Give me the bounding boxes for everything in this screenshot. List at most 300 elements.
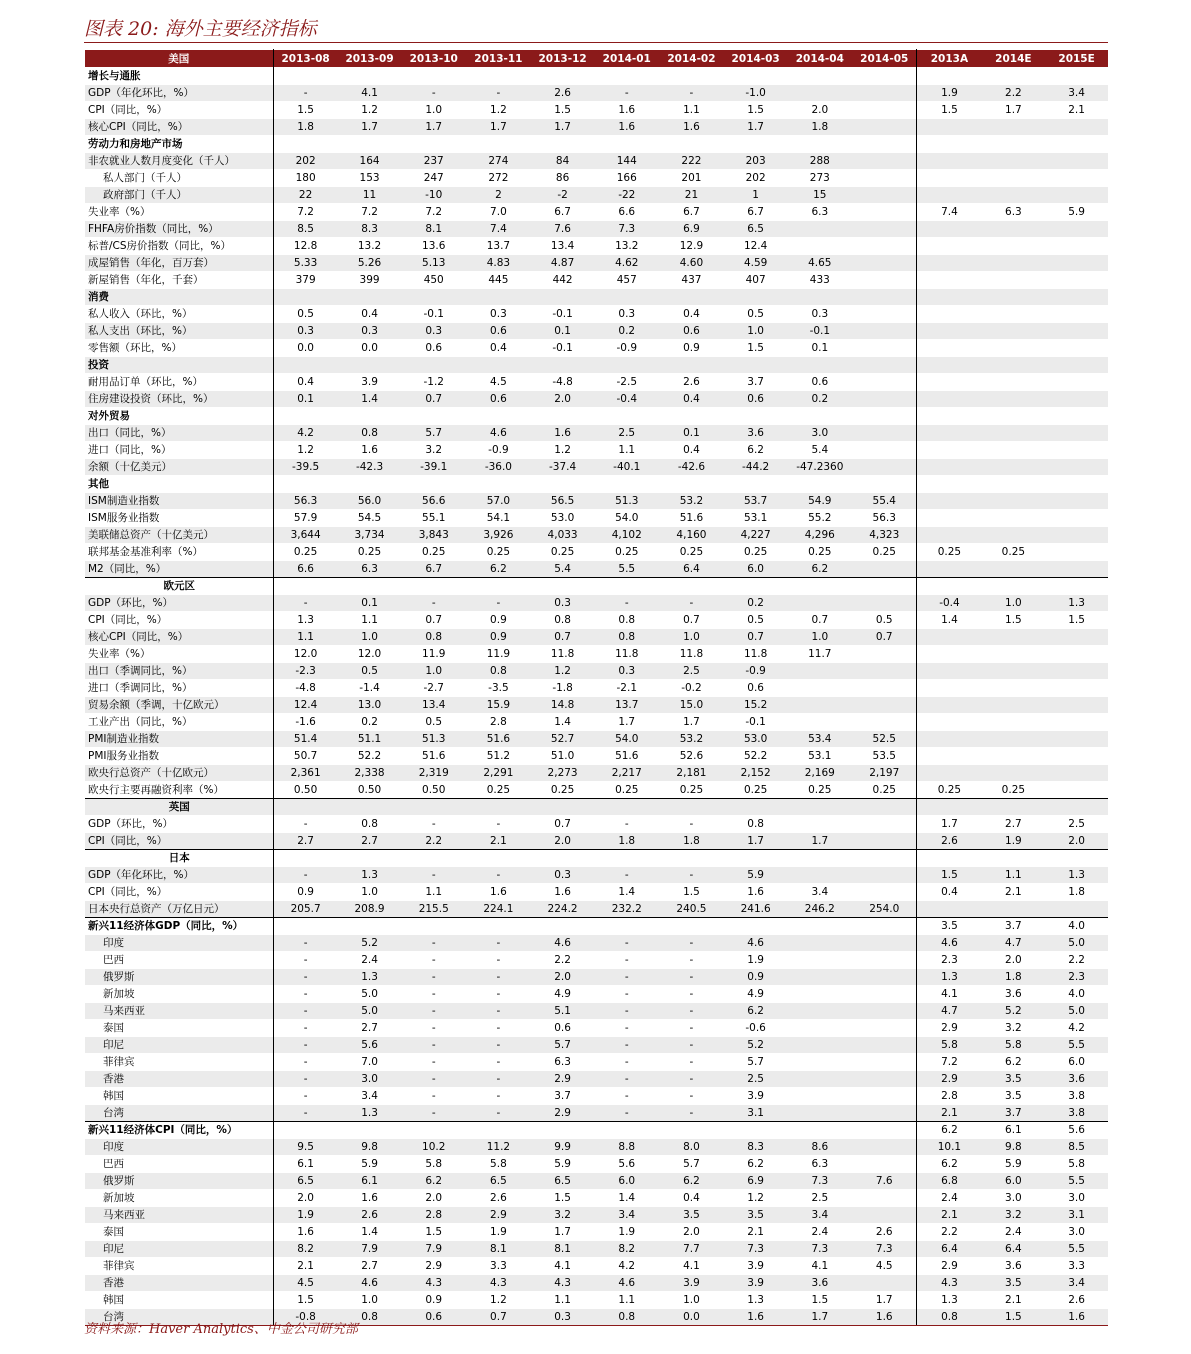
table-cell: 5.7 — [659, 1156, 724, 1173]
table-cell: 1.7 — [724, 119, 788, 136]
table-cell: -39.1 — [401, 459, 466, 476]
table-cell: 4.5 — [273, 1275, 338, 1292]
table-cell: 1.7 — [659, 714, 724, 731]
table-cell: - — [594, 1020, 659, 1037]
table-cell: 4.2 — [594, 1258, 659, 1275]
table-cell — [401, 408, 466, 425]
table-cell: 1.1 — [594, 442, 659, 459]
table-cell: 0.5 — [852, 612, 917, 629]
table-cell: 12.4 — [273, 697, 338, 714]
table-cell — [787, 969, 852, 986]
table-cell: 5.2 — [338, 935, 402, 952]
table-cell: 6.0 — [724, 561, 788, 578]
table-cell — [852, 1088, 917, 1105]
table-cell — [1045, 697, 1108, 714]
table-cell — [852, 697, 917, 714]
table-cell: 5.5 — [1045, 1173, 1108, 1190]
table-cell — [852, 357, 917, 374]
row-label: 余额（十亿美元） — [85, 459, 273, 476]
table-cell: 11.2 — [466, 1139, 531, 1156]
table-cell — [852, 578, 917, 595]
table-cell: 1.8 — [659, 833, 724, 850]
table-row — [85, 1139, 1108, 1156]
table-cell — [466, 850, 531, 867]
row-label: M2（同比，%） — [85, 561, 273, 578]
table-cell — [1045, 408, 1108, 425]
table-cell — [1045, 510, 1108, 527]
table-cell: -39.5 — [273, 459, 338, 476]
table-row — [85, 425, 1108, 442]
table-cell — [917, 289, 982, 306]
row-label: GDP（年化环比，%） — [85, 85, 273, 102]
table-cell: 2,169 — [787, 765, 852, 782]
table-cell: 2,181 — [659, 765, 724, 782]
table-cell: -0.4 — [917, 595, 982, 612]
economic-indicators-table — [85, 49, 1108, 1326]
table-cell: 13.2 — [338, 238, 402, 255]
table-cell: - — [466, 595, 531, 612]
table-cell: 0.8 — [338, 816, 402, 833]
table-cell: 6.2 — [466, 561, 531, 578]
table-cell: 5.9 — [724, 867, 788, 884]
header-period: 2013-12 — [531, 50, 595, 68]
table-cell: 0.25 — [852, 782, 917, 799]
table-cell: 6.3 — [787, 1156, 852, 1173]
table-cell: 3.2 — [982, 1207, 1046, 1224]
table-cell — [982, 136, 1046, 153]
row-label: 其他 — [85, 476, 273, 493]
table-cell: 1.6 — [724, 884, 788, 901]
table-cell: 0.3 — [273, 323, 338, 340]
table-cell: 9.5 — [273, 1139, 338, 1156]
table-cell: 0.25 — [787, 782, 852, 799]
table-cell — [1045, 68, 1108, 85]
table-cell — [917, 476, 982, 493]
table-cell — [917, 187, 982, 204]
table-cell: 4.62 — [594, 255, 659, 272]
table-cell: - — [594, 816, 659, 833]
table-cell — [917, 272, 982, 289]
table-cell: - — [401, 595, 466, 612]
table-cell: 2.9 — [917, 1071, 982, 1088]
table-cell — [724, 68, 788, 85]
table-cell: 8.6 — [787, 1139, 852, 1156]
table-cell: - — [401, 935, 466, 952]
table-cell — [787, 68, 852, 85]
row-label: CPI（同比，%） — [85, 833, 273, 850]
table-cell: 2.0 — [273, 1190, 338, 1207]
table-row — [85, 935, 1108, 952]
table-cell: 2.1 — [273, 1258, 338, 1275]
row-label: GDP（年化环比，%） — [85, 867, 273, 884]
table-cell — [852, 221, 917, 238]
table-cell: 55.1 — [401, 510, 466, 527]
table-cell: 6.0 — [982, 1173, 1046, 1190]
table-cell: 15.2 — [724, 697, 788, 714]
table-cell: 5.0 — [338, 1003, 402, 1020]
table-cell: 5.8 — [466, 1156, 531, 1173]
table-cell: - — [466, 867, 531, 884]
row-label: 台湾 — [85, 1309, 273, 1326]
table-cell: 11.9 — [401, 646, 466, 663]
table-cell: -0.9 — [724, 663, 788, 680]
table-cell: 3.5 — [917, 918, 982, 935]
table-cell — [787, 289, 852, 306]
table-cell: 53.0 — [724, 731, 788, 748]
table-cell: 4.2 — [1045, 1020, 1108, 1037]
table-cell: 1.8 — [1045, 884, 1108, 901]
table-cell: - — [594, 1071, 659, 1088]
table-cell: 3.7 — [982, 1105, 1046, 1122]
table-cell: 6.3 — [338, 561, 402, 578]
table-row — [85, 1173, 1108, 1190]
table-cell: 1.7 — [787, 833, 852, 850]
header-period: 2013-10 — [401, 50, 466, 68]
table-cell — [531, 476, 595, 493]
table-cell — [1045, 578, 1108, 595]
table-cell: 2.1 — [1045, 102, 1108, 119]
table-cell — [852, 714, 917, 731]
table-cell: - — [659, 1037, 724, 1054]
table-cell: 3.7 — [724, 374, 788, 391]
header-period: 2014-03 — [724, 50, 788, 68]
table-cell: - — [594, 952, 659, 969]
table-cell: 11.9 — [466, 646, 531, 663]
row-label: PMI制造业指数 — [85, 731, 273, 748]
table-cell — [852, 1020, 917, 1037]
table-cell: 0.7 — [787, 612, 852, 629]
table-cell — [852, 204, 917, 221]
table-cell: - — [401, 952, 466, 969]
table-cell: 3.3 — [1045, 1258, 1108, 1275]
table-cell — [401, 289, 466, 306]
table-cell: 2.8 — [917, 1088, 982, 1105]
table-cell — [787, 408, 852, 425]
table-cell — [917, 119, 982, 136]
table-cell — [594, 136, 659, 153]
table-cell — [1045, 153, 1108, 170]
table-cell — [917, 629, 982, 646]
table-cell: 4.0 — [1045, 918, 1108, 935]
table-cell: - — [401, 1054, 466, 1071]
table-cell: 3,926 — [466, 527, 531, 544]
table-cell: 13.4 — [531, 238, 595, 255]
table-cell: 6.5 — [273, 1173, 338, 1190]
table-cell: 0.25 — [917, 782, 982, 799]
table-cell: 1.5 — [1045, 612, 1108, 629]
table-cell: 4.5 — [852, 1258, 917, 1275]
table-cell — [982, 799, 1046, 816]
table-cell: - — [594, 935, 659, 952]
table-cell: 0.4 — [338, 306, 402, 323]
table-cell: 208.9 — [338, 901, 402, 918]
table-cell: - — [466, 85, 531, 102]
table-cell — [917, 748, 982, 765]
table-row — [85, 187, 1108, 204]
row-label: 政府部门（千人） — [85, 187, 273, 204]
table-cell: 450 — [401, 272, 466, 289]
table-cell — [917, 578, 982, 595]
table-cell: - — [466, 816, 531, 833]
table-cell: - — [273, 986, 338, 1003]
table-cell — [1045, 646, 1108, 663]
row-label: 欧央行主要再融资利率（%） — [85, 782, 273, 799]
table-cell: -1.2 — [401, 374, 466, 391]
table-row — [85, 1241, 1108, 1258]
table-cell: 6.6 — [594, 204, 659, 221]
row-label: 新兴11经济体CPI（同比，%） — [85, 1122, 273, 1139]
table-cell: 54.9 — [787, 493, 852, 510]
table-cell: 0.8 — [338, 425, 402, 442]
row-label: 进口（同比，%） — [85, 442, 273, 459]
table-cell: 164 — [338, 153, 402, 170]
table-cell: -44.2 — [724, 459, 788, 476]
table-cell: 0.25 — [531, 782, 595, 799]
table-cell — [917, 527, 982, 544]
row-label: 印尼 — [85, 1241, 273, 1258]
table-cell: 0.25 — [338, 544, 402, 561]
table-cell: 6.1 — [273, 1156, 338, 1173]
table-cell: 273 — [787, 170, 852, 187]
table-cell: 8.0 — [659, 1139, 724, 1156]
row-label: 印度 — [85, 1139, 273, 1156]
table-row — [85, 1037, 1108, 1054]
table-cell: 11.7 — [787, 646, 852, 663]
table-cell: 1.6 — [1045, 1309, 1108, 1326]
table-cell — [659, 918, 724, 935]
table-cell — [1045, 357, 1108, 374]
row-label: 日本央行总资产（万亿日元） — [85, 901, 273, 918]
table-cell — [338, 357, 402, 374]
table-cell: 0.5 — [724, 612, 788, 629]
table-cell: 445 — [466, 272, 531, 289]
table-cell: 0.7 — [401, 391, 466, 408]
table-cell: - — [273, 935, 338, 952]
table-cell: 11 — [338, 187, 402, 204]
table-cell: 6.3 — [787, 204, 852, 221]
table-cell — [1045, 527, 1108, 544]
table-cell: 0.5 — [273, 306, 338, 323]
table-cell: 7.2 — [273, 204, 338, 221]
table-cell: - — [466, 1020, 531, 1037]
row-label: 韩国 — [85, 1292, 273, 1309]
table-cell: 6.1 — [982, 1122, 1046, 1139]
table-cell: 5.7 — [531, 1037, 595, 1054]
table-cell: 3.9 — [724, 1275, 788, 1292]
source-note: 资料来源：Haver Analytics、中金公司研究部 — [84, 1322, 358, 1337]
table-cell: 1.0 — [401, 663, 466, 680]
table-cell: - — [273, 816, 338, 833]
table-cell: - — [466, 1105, 531, 1122]
table-cell — [594, 408, 659, 425]
table-cell: 50.7 — [273, 748, 338, 765]
table-cell: 2,361 — [273, 765, 338, 782]
table-cell: 0.3 — [787, 306, 852, 323]
table-cell — [401, 850, 466, 867]
table-cell: 1.6 — [338, 442, 402, 459]
table-cell: 2.6 — [659, 374, 724, 391]
table-cell: 7.0 — [466, 204, 531, 221]
table-row — [85, 646, 1108, 663]
table-cell: 5.6 — [594, 1156, 659, 1173]
table-row — [85, 612, 1108, 629]
table-cell: 6.5 — [724, 221, 788, 238]
table-cell: 0.2 — [594, 323, 659, 340]
table-cell: 1.5 — [273, 1292, 338, 1309]
table-cell: 1.1 — [273, 629, 338, 646]
table-cell: 399 — [338, 272, 402, 289]
table-cell: - — [659, 595, 724, 612]
table-cell: 4.1 — [338, 85, 402, 102]
table-cell: 5.5 — [1045, 1241, 1108, 1258]
table-cell: 1.0 — [659, 629, 724, 646]
table-cell: 4.9 — [531, 986, 595, 1003]
table-cell: 1.6 — [724, 1309, 788, 1326]
table-cell: 4,033 — [531, 527, 595, 544]
table-cell: 0.25 — [531, 544, 595, 561]
table-cell: 202 — [273, 153, 338, 170]
table-cell: 13.2 — [594, 238, 659, 255]
table-cell: 86 — [531, 170, 595, 187]
table-cell: - — [659, 969, 724, 986]
table-cell: -37.4 — [531, 459, 595, 476]
row-label: 马来西亚 — [85, 1207, 273, 1224]
table-cell — [917, 731, 982, 748]
table-cell: 7.3 — [787, 1241, 852, 1258]
row-label: 对外贸易 — [85, 408, 273, 425]
table-cell: 3.2 — [531, 1207, 595, 1224]
table-cell: 2.1 — [917, 1207, 982, 1224]
table-cell — [594, 476, 659, 493]
table-cell — [787, 1105, 852, 1122]
row-label: 印度 — [85, 935, 273, 952]
table-cell: 0.6 — [466, 323, 531, 340]
table-row — [85, 986, 1108, 1003]
table-cell — [787, 1088, 852, 1105]
table-cell: 3.0 — [787, 425, 852, 442]
table-cell: 1.2 — [466, 1292, 531, 1309]
table-cell — [1045, 187, 1108, 204]
table-cell: 0.25 — [724, 544, 788, 561]
table-cell: 1.8 — [982, 969, 1046, 986]
table-cell — [594, 68, 659, 85]
table-cell: - — [594, 1037, 659, 1054]
table-cell: 0.3 — [338, 323, 402, 340]
table-cell: 3,734 — [338, 527, 402, 544]
table-cell: 15.9 — [466, 697, 531, 714]
table-cell — [852, 323, 917, 340]
table-cell: 0.7 — [401, 612, 466, 629]
table-cell: 4.6 — [338, 1275, 402, 1292]
table-cell — [594, 289, 659, 306]
table-cell — [982, 510, 1046, 527]
row-label: CPI（同比，%） — [85, 884, 273, 901]
table-cell — [852, 85, 917, 102]
table-cell: 2,217 — [594, 765, 659, 782]
table-cell: 0.8 — [338, 1309, 402, 1326]
table-cell: 0.7 — [531, 816, 595, 833]
table-cell: - — [659, 952, 724, 969]
row-label: 增长与通胀 — [85, 68, 273, 85]
table-cell: 1.6 — [273, 1224, 338, 1241]
row-label: 马来西亚 — [85, 1003, 273, 1020]
title-rule — [84, 42, 1108, 43]
table-cell: 0.2 — [787, 391, 852, 408]
table-cell — [659, 578, 724, 595]
header-period: 2013A — [917, 50, 982, 68]
table-cell: 1.3 — [724, 1292, 788, 1309]
table-cell — [1045, 680, 1108, 697]
table-cell: 0.4 — [659, 391, 724, 408]
table-cell: 237 — [401, 153, 466, 170]
table-cell: 1.5 — [982, 1309, 1046, 1326]
table-cell — [852, 374, 917, 391]
table-cell: 1.9 — [594, 1224, 659, 1241]
table-cell: 51.6 — [659, 510, 724, 527]
table-cell: 0.8 — [401, 629, 466, 646]
table-row — [85, 408, 1108, 425]
table-cell: 2.6 — [338, 1207, 402, 1224]
table-cell — [852, 646, 917, 663]
table-cell: 1.4 — [338, 391, 402, 408]
table-cell — [1045, 493, 1108, 510]
table-cell: 56.6 — [401, 493, 466, 510]
table-cell: 8.5 — [273, 221, 338, 238]
table-cell: 3.1 — [724, 1105, 788, 1122]
table-cell: - — [594, 1054, 659, 1071]
header-period: 2013-08 — [273, 50, 338, 68]
table-cell: 2.7 — [338, 1020, 402, 1037]
table-cell: 1.5 — [659, 884, 724, 901]
table-cell: 1.3 — [917, 969, 982, 986]
table-cell: 1.0 — [338, 1292, 402, 1309]
table-cell: 1.6 — [594, 102, 659, 119]
row-label: 劳动力和房地产市场 — [85, 136, 273, 153]
table-cell: -0.9 — [466, 442, 531, 459]
table-cell — [273, 289, 338, 306]
table-row — [85, 765, 1108, 782]
table-cell: 4.60 — [659, 255, 724, 272]
table-cell: 433 — [787, 272, 852, 289]
table-cell: 52.7 — [531, 731, 595, 748]
table-cell: 1.2 — [724, 1190, 788, 1207]
table-cell: 0.2 — [724, 595, 788, 612]
table-cell — [1045, 731, 1108, 748]
table-row — [85, 1105, 1108, 1122]
table-cell: 9.8 — [982, 1139, 1046, 1156]
table-cell — [401, 357, 466, 374]
table-cell: 1.7 — [724, 833, 788, 850]
table-cell — [982, 697, 1046, 714]
table-cell: 0.5 — [724, 306, 788, 323]
table-cell — [531, 357, 595, 374]
table-cell — [982, 119, 1046, 136]
table-cell: 7.3 — [787, 1173, 852, 1190]
table-cell: - — [401, 1088, 466, 1105]
table-cell — [982, 901, 1046, 918]
table-cell: 2.0 — [531, 391, 595, 408]
table-cell: 1.0 — [659, 1292, 724, 1309]
table-cell: 5.6 — [1045, 1122, 1108, 1139]
table-cell: 11.8 — [531, 646, 595, 663]
table-cell — [787, 578, 852, 595]
table-cell: 8.2 — [273, 1241, 338, 1258]
table-cell: 13.6 — [401, 238, 466, 255]
table-cell: 4.7 — [982, 935, 1046, 952]
table-cell: 7.3 — [724, 1241, 788, 1258]
table-cell: 0.1 — [273, 391, 338, 408]
table-cell: 3.5 — [659, 1207, 724, 1224]
